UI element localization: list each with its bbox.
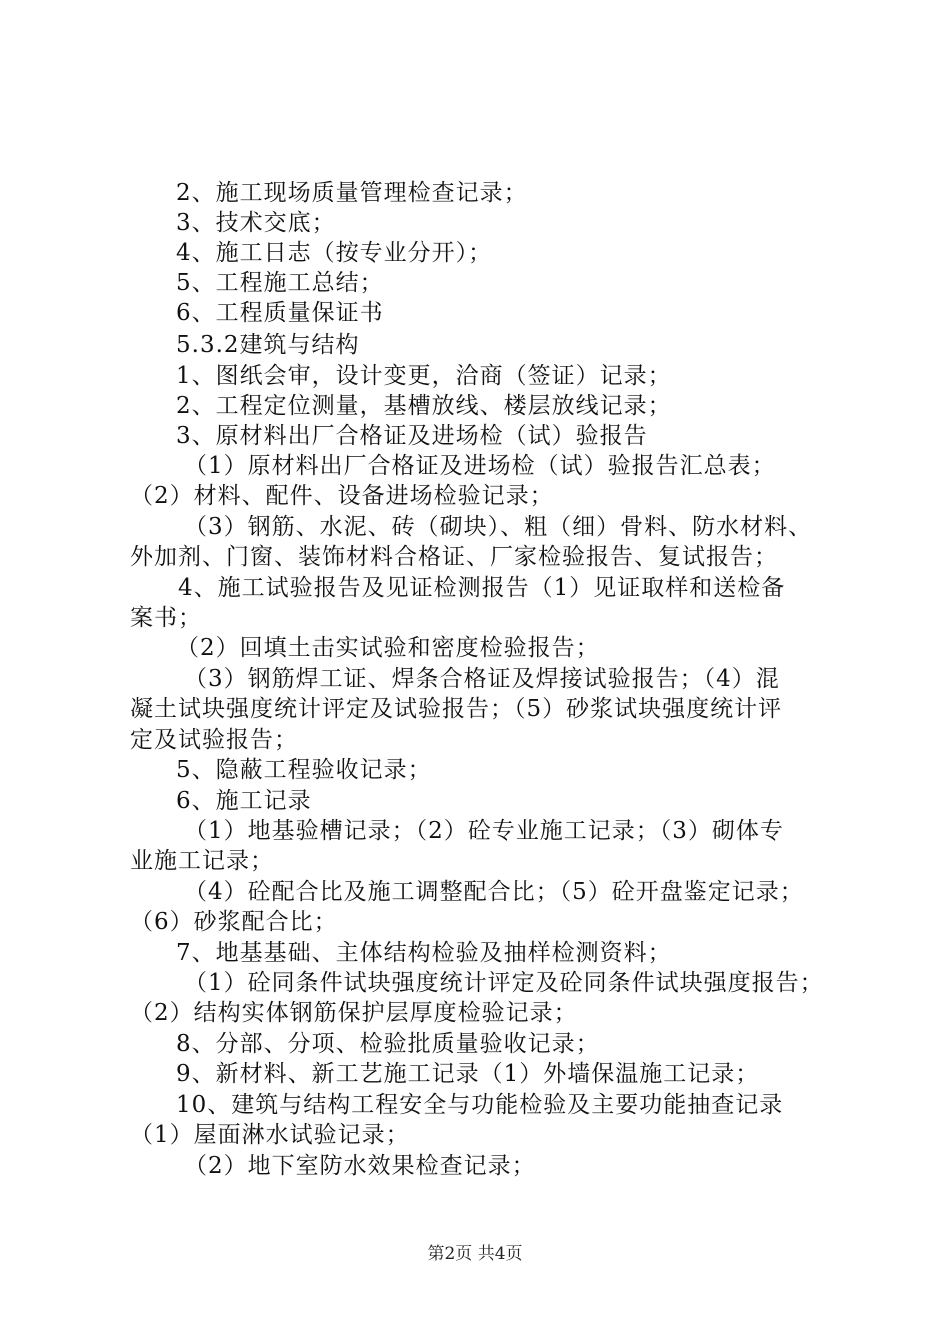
text-line: 6、施工记录 — [176, 788, 312, 814]
text-line: （2）材料、配件、设备进场检验记录； — [130, 483, 554, 509]
text-line: （3）钢筋焊工证、焊条合格证及焊接试验报告；（4）混 — [184, 666, 780, 692]
text-line: （6）砂浆配合比； — [130, 909, 338, 935]
text-line: （2）地下室防水效果检查记录； — [184, 1153, 536, 1179]
section-heading: 5.3.2建筑与结构 — [176, 332, 360, 358]
text-line: 凝土试块强度统计评定及试验报告；（5）砂浆试块强度统计评 — [130, 696, 783, 722]
text-line: 定及试验报告； — [130, 727, 298, 753]
text-line: 4、施工试验报告及见证检测报告（1）见证取样和送检备 — [178, 575, 786, 601]
text-line: （2）回填土击实试验和密度检验报告； — [176, 635, 600, 661]
text-line: 2、施工现场质量管理检查记录； — [176, 180, 528, 206]
text-line: （4）砼配合比及施工调整配合比；（5）砼开盘鉴定记录； — [184, 879, 804, 905]
text-line: 7、地基基础、主体结构检验及抽样检测资料； — [176, 940, 672, 966]
text-line: 3、技术交底； — [176, 210, 336, 236]
text-line: 6、工程质量保证书 — [176, 300, 384, 326]
text-line: 10、建筑与结构工程安全与功能检验及主要功能抽查记录 — [176, 1092, 784, 1118]
text-line: （1）砼同条件试块强度统计评定及砼同条件试块强度报告； — [184, 970, 824, 996]
text-line: 3、原材料出厂合格证及进场检（试）验报告 — [176, 423, 648, 449]
text-line: 业施工记录； — [130, 848, 274, 874]
text-line: 2、工程定位测量，基槽放线、楼层放线记录； — [176, 393, 672, 419]
text-line: 5、隐蔽工程验收记录； — [176, 757, 432, 783]
text-line: （1）屋面淋水试验记录； — [130, 1122, 410, 1148]
text-line: 4、施工日志（按专业分开）； — [176, 240, 493, 266]
text-line: （1）地基验槽记录；（2）砼专业施工记录；（3）砌体专 — [184, 818, 784, 844]
text-line: 外加剂、门窗、装饰材料合格证、厂家检验报告、复试报告； — [130, 544, 778, 570]
page-footer: 第2页 共4页 — [427, 1244, 523, 1264]
text-line: （3）钢筋、水泥、砖（砌块）、粗（细）骨料、防水材料、 — [184, 514, 813, 540]
text-line: （1）原材料出厂合格证及进场检（试）验报告汇总表； — [184, 453, 776, 479]
text-line: 案书； — [130, 605, 202, 631]
text-line: （2）结构实体钢筋保护层厚度检验记录； — [130, 1000, 578, 1026]
text-line: 8、分部、分项、检验批质量验收记录； — [176, 1031, 600, 1057]
text-line: 1、图纸会审，设计变更，洽商（签证）记录； — [176, 363, 672, 389]
text-line: 9、新材料、新工艺施工记录（1）外墙保温施工记录； — [176, 1061, 760, 1087]
text-line: 5、工程施工总结； — [176, 270, 384, 296]
